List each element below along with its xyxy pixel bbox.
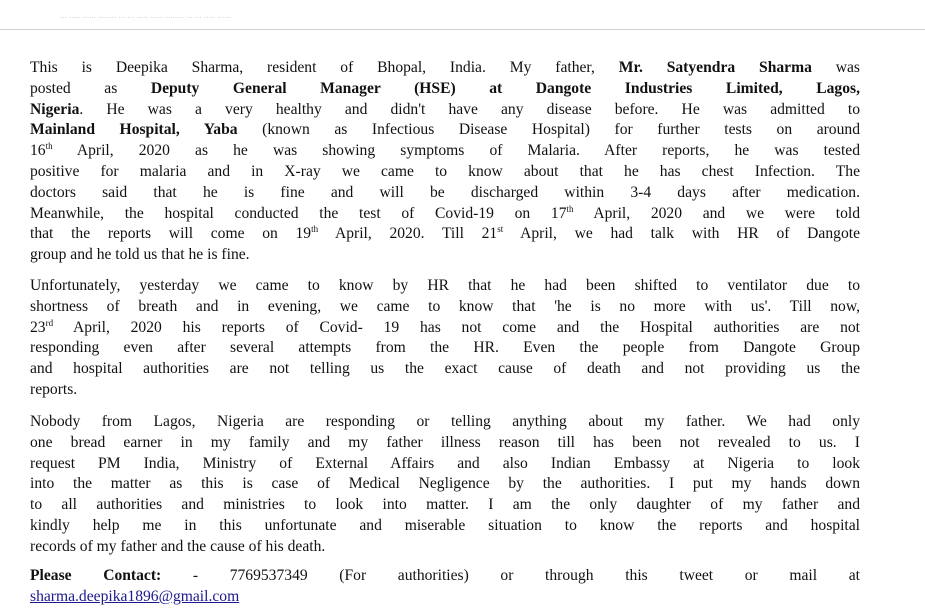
p1-line-6: positive for malaria and in X-ray we came to know about that he has chest Infection. The <box>30 162 860 180</box>
p3-line-3: request PM India, Ministry of External Affairs and also Indian Embassy at Nigeria to look <box>30 454 860 472</box>
p2-line-4: responding even after several attempts from the HR. Even the people from Dangote Group <box>30 339 860 357</box>
p3-line-7: records of my father and the cause of his death. <box>30 537 326 555</box>
p1-line-8: Meanwhile, the hospital conducted the test of Covid-19 on 17th April, 2020 and we were told <box>30 203 861 222</box>
p1-line-4: Mainland Hospital, Yaba (known as Infectious Disease Hospital) for further tests on around <box>30 121 860 139</box>
p1-line-9: that the reports will come on 19th April, 2020. Till 21st April, we had talk with HR of Dangote <box>30 224 860 243</box>
letter-document <box>30 58 860 608</box>
paragraph-1 <box>30 58 860 266</box>
p2-line-1: Unfortunately, yesterday we came to know by HR that he had been shifted to ventilator due to <box>30 277 860 294</box>
paragraph-3 <box>30 412 860 558</box>
p3-line-4: into the matter as this is case of Medical Negligence by the authorities. I put my hands down <box>30 475 860 493</box>
contact-section <box>30 566 860 608</box>
hospital-name: Mainland Hospital, Yaba <box>30 121 238 139</box>
top-divider <box>0 29 925 30</box>
p1-line-3: Nigeria. He was a very healthy and didn't have any disease before. He was admitted to <box>30 100 860 118</box>
p3-line-5: to all authorities and ministries to look into matter. I am the only daughter of my father and <box>30 496 860 514</box>
p3-line-6: kindly help me in this unfortunate and miserable situation to know the reports and hospital <box>30 516 860 534</box>
contact-label: Please Contact: <box>30 567 162 584</box>
faint-header-text: ... ..... ...... ........ ... ... ..... ...... ........ ... ... ..... ...... <box>60 10 231 20</box>
p3-line-2: one bread earner in my family and my father illness reason till has been not revealed to us. I <box>30 433 860 451</box>
job-title: Deputy General Manager (HSE) at Dangote Industries Limited, Lagos, <box>150 79 860 97</box>
p1-line-1: This is Deepika Sharma, resident of Bhopal, India. My father, Mr. Satyendra Sharma was <box>30 59 860 76</box>
contact-details: - 7769537349 (For authorities) or through this tweet or mail at <box>161 567 860 584</box>
p2-line-2: shortness of breath and in evening, we came to know that 'he is no more with us'. Till now, <box>30 297 860 315</box>
p2-line-5: and hospital authorities are not telling us the exact cause of death and not providing us the <box>30 360 860 378</box>
p2-line-6: reports. <box>30 380 78 398</box>
email-link[interactable]: sharma.deepika1896@gmail.com <box>30 587 240 605</box>
father-name: Mr. Satyendra Sharma <box>618 59 812 76</box>
p3-line-1: Nobody from Lagos, Nigeria are responding or telling anything about my father. We had only <box>30 413 860 430</box>
p1-line-10: group and he told us that he is fine. <box>30 246 250 264</box>
p1-line-2: posted as Deputy General Manager (HSE) at Dangote Industries Limited, Lagos, <box>30 79 860 97</box>
country-bold: Nigeria <box>30 100 80 118</box>
p2-line-3: 23rd April, 2020 his reports of Covid- 19 has not come and the Hospital authorities are not <box>30 317 860 336</box>
p1-line-5: 16th April, 2020 as he was showing symptoms of Malaria. After reports, he was tested <box>30 141 860 160</box>
paragraph-2 <box>30 276 860 401</box>
contact-line <box>30 566 860 587</box>
email-line <box>30 587 860 608</box>
p1-line-7: doctors said that he is fine and will be discharged within 3-4 days after medication. <box>30 183 860 201</box>
